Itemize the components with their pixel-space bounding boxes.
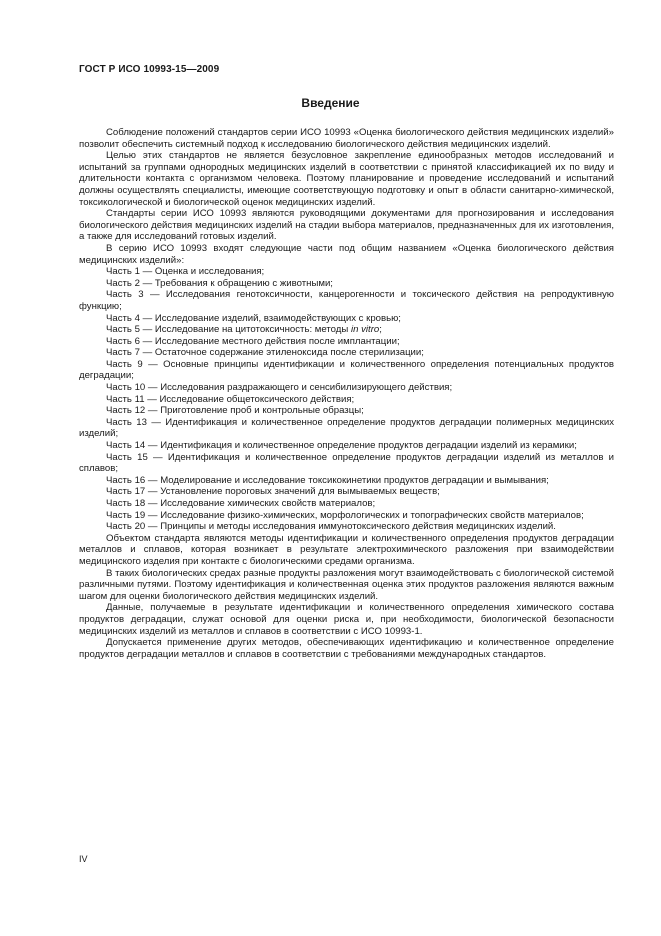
part-text: — Исследование местного действия после имплантации;	[139, 335, 400, 347]
part-item	[79, 417, 614, 440]
part-label: Часть 16	[106, 474, 146, 486]
page-number: IV	[79, 854, 88, 864]
part-label: Часть 14	[106, 440, 146, 452]
part-label: Часть 17	[106, 486, 146, 498]
part-label: Часть 11	[106, 393, 145, 405]
paragraph: Объектом стандарта являются методы идентификации и количественного определения продуктов деградации металлов и сплавов, которая возникает в результате электрохимического разложения при взаимодействии медицинского изделия при контакте с биологическими средами организма.	[79, 532, 614, 567]
part-text: — Исследование изделий, взаимодействующих с кровью;	[139, 312, 401, 324]
part-label: Часть 9	[106, 358, 143, 370]
part-label: Часть 12	[106, 405, 146, 417]
part-item	[79, 394, 614, 406]
part-item	[79, 498, 614, 510]
part-label: Часть 19	[106, 509, 146, 521]
part-text: — Идентификация и количественное определение продуктов деградации изделий из металлов и сплавов;	[79, 451, 614, 475]
paragraph: Целью этих стандартов не является безусловное закрепление единообразных методов исследований и испытаний за группами однородных медицинских изделий в соответствии с принятой классификацией их по виду и длительности контакта с организмом человека. Поэтому планирование и проведение исследований и испытаний должны осуществлять специалисты, имеющие соответствующую подготовку и опыт в области санитарно-химической, токсикологической и биологической оценок медицинских изделий.	[79, 150, 614, 208]
part-item	[79, 359, 614, 382]
document-header: ГОСТ Р ИСО 10993-15—2009	[79, 64, 220, 75]
part-label: Часть 10	[106, 382, 146, 394]
part-item	[79, 324, 614, 336]
part-item	[79, 521, 614, 533]
parts-list	[79, 266, 614, 533]
part-item	[79, 347, 614, 359]
section-title: Введение	[301, 96, 360, 110]
part-text: — Исследование физико-химических, морфологических и топографических свойств материалов;	[145, 509, 584, 521]
part-italic-text: in vitro	[350, 324, 380, 336]
part-label: Часть 20	[106, 521, 146, 533]
part-item	[79, 486, 614, 498]
part-text: — Требования к обращению с животными;	[139, 277, 333, 289]
part-item	[79, 289, 614, 312]
part-text: — Идентификация и количественное определение продуктов деградации изделий из керамики;	[145, 440, 577, 452]
part-text: — Оценка и исследования;	[139, 266, 265, 278]
paragraph: В таких биологических средах разные продукты разложения могут взаимодействовать с биологической системой различными путями. Поэтому идентификация и количественная оценка этих продуктов разложения являются важным шагом для оценки биологического действия медицинских изделий.	[79, 567, 614, 602]
paragraph: В серию ИСО 10993 входят следующие части под общим названием «Оценка биологического действия медицинских изделий»:	[79, 242, 614, 266]
part-text: — Принципы и методы исследования иммунотоксического действия медицинских изделий.	[145, 521, 556, 533]
part-item	[79, 382, 614, 394]
part-label: Часть 13	[106, 416, 147, 428]
part-item	[79, 266, 614, 278]
part-text: — Исследования генотоксичности, канцерогенности и токсического действия на репродуктивную функцию;	[79, 289, 614, 312]
paragraph: Данные, получаемые в результате идентификации и количественного определения химического состава продуктов деградации, служат основой для оценки риска и, при необходимости, биологической безопасности медицинских изделий из металлов и сплавов в соответствии с ИСО 10993-1.	[79, 602, 614, 637]
part-text: — Приготовление проб и контрольные образцы;	[145, 405, 364, 417]
paragraph: Стандарты серии ИСО 10993 являются руководящими документами для прогнозирования и исследования биологического действия медицинских изделий на стадии выбора материалов, предназначенных для их изготовления, а также для исследований готовых изделий.	[79, 208, 614, 243]
part-item	[79, 475, 614, 487]
part-label: Часть 5	[106, 324, 140, 336]
part-item	[79, 336, 614, 348]
part-text: — Остаточное содержание этиленоксида после стерилизации;	[139, 347, 424, 359]
paragraph: Соблюдение положений стандартов серии ИСО 10993 «Оценка биологического действия медицинских изделий» позволит обеспечить системный подход к исследованию биологического действия медицинских изделий.	[79, 127, 614, 150]
paragraph: Допускается применение других методов, обеспечивающих идентификацию и количественное определение продуктов деградации металлов и сплавов в соответствии с требованиями международных стандартов.	[79, 637, 614, 660]
part-text: — Исследование на цитотоксичность: методы	[139, 324, 351, 336]
part-item	[79, 313, 614, 325]
part-label: Часть 4	[106, 312, 140, 324]
part-text: — Исследования раздражающего и сенсибилизирующего действия;	[145, 382, 453, 394]
part-text: — Основные принципы идентификации и количественного определения потенциальных продуктов деградации;	[79, 358, 614, 382]
part-item	[79, 405, 614, 417]
part-text: — Моделирование и исследование токсикокинетики продуктов деградации и вымывания;	[145, 474, 549, 486]
part-label: Часть 18	[106, 498, 146, 509]
part-item	[79, 510, 614, 522]
part-text: — Исследование химических свойств материалов;	[145, 498, 376, 509]
part-label: Часть 1	[106, 266, 140, 278]
part-tail: ;	[379, 324, 382, 336]
part-text: — Идентификация и количественное определение продуктов деградации полимерных медицинских изделий;	[79, 416, 614, 440]
document-body	[79, 127, 614, 660]
part-item	[79, 278, 614, 290]
part-text: — Исследование общетоксического действия;	[144, 393, 355, 405]
part-label: Часть 6	[106, 335, 140, 347]
part-text: — Установление пороговых значений для вымываемых веществ;	[145, 486, 440, 498]
part-label: Часть 2	[106, 277, 140, 289]
part-item	[79, 452, 614, 475]
part-item	[79, 440, 614, 452]
part-label: Часть 3	[106, 289, 144, 301]
part-label: Часть 7	[106, 347, 140, 359]
part-label: Часть 15	[106, 451, 148, 463]
